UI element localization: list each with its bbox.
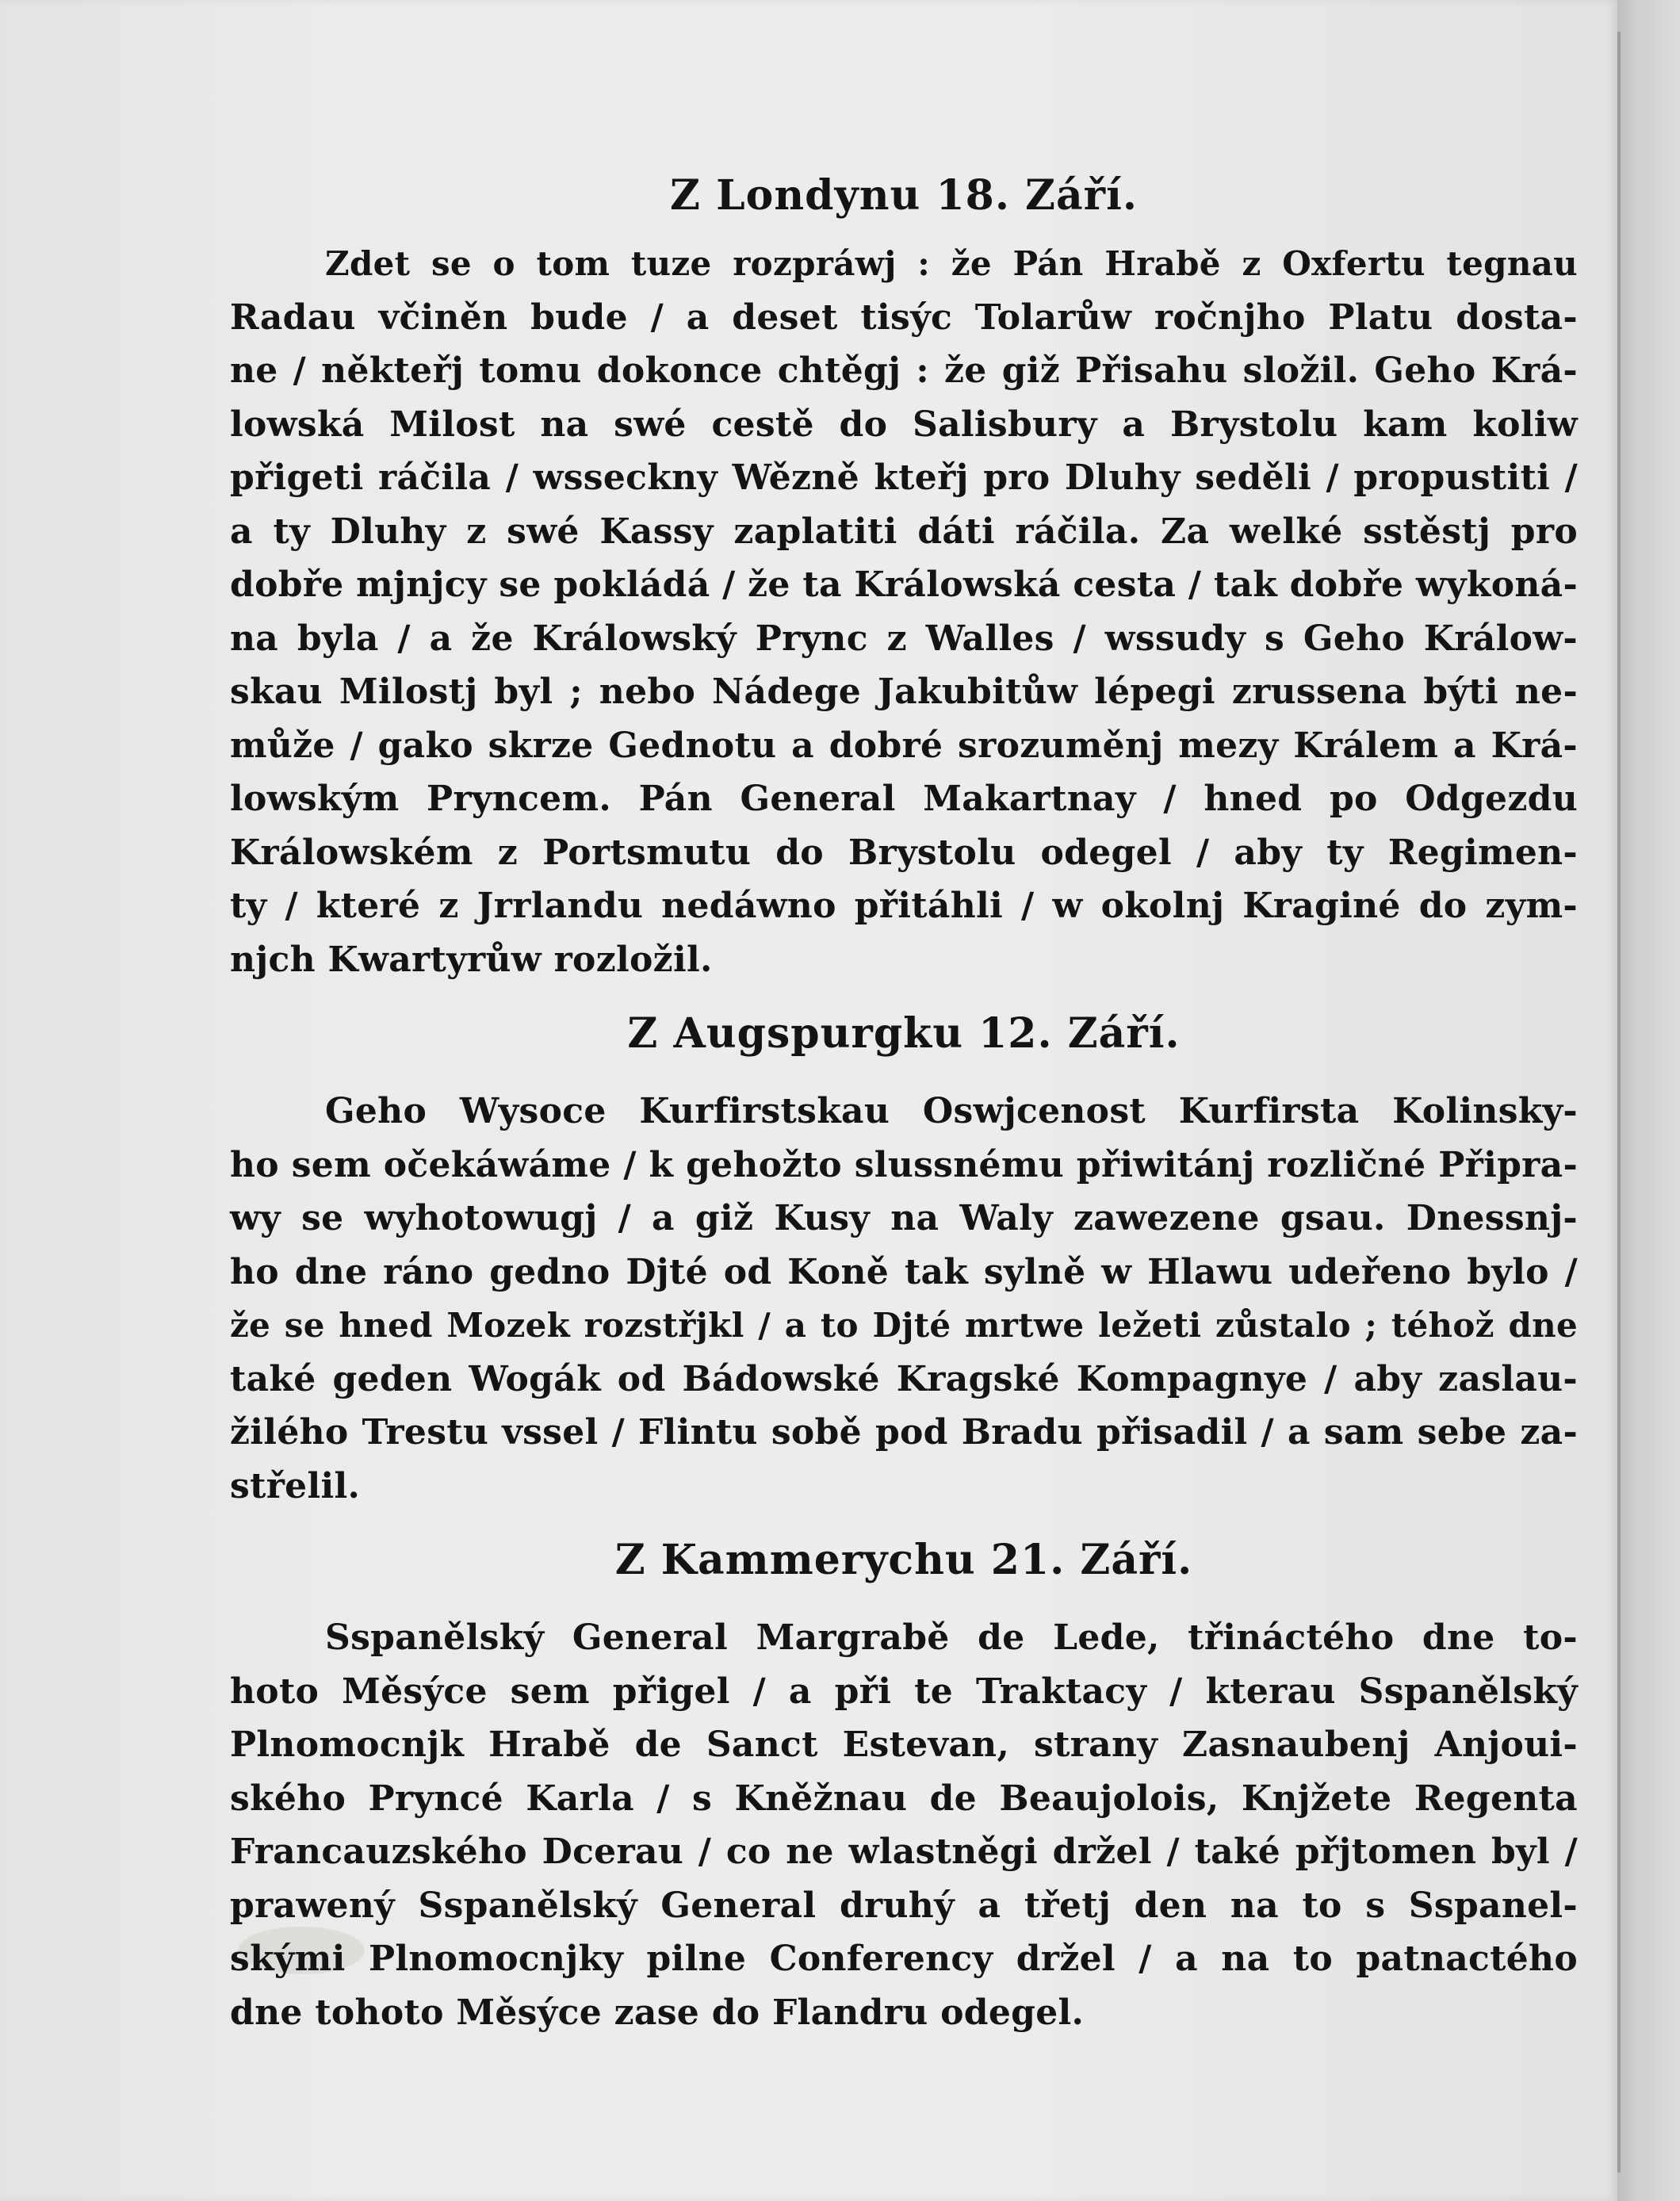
section-body-augsburg xyxy=(230,1085,1578,1513)
text-line: Sspanělský General Margrabě de Lede, třináctého dne to- xyxy=(325,1617,1578,1658)
text-line: a ty Dluhy z swé Kassy zaplatiti dáti ráčila. Za welké sstěstj pro xyxy=(230,511,1578,552)
book-binding-edge xyxy=(1617,0,1680,2201)
text-line: Plnomocnjk Hrabě de Sanct Estevan, strany Zasnaubenj Anjoui- xyxy=(230,1724,1578,1765)
text-line: žilého Trestu vssel / Flintu sobě pod Bradu přisadil / a sam sebe za- xyxy=(230,1412,1578,1453)
section-heading-london: Z Londynu 18. Září. xyxy=(670,171,1138,220)
section-heading-augsburg: Z Augspurgku 12. Září. xyxy=(627,1009,1181,1058)
page-edge-shadow xyxy=(1617,32,1621,2172)
text-line: Zdet se o tom tuze rozpráwj : že Pán Hrabě z Oxfertu tegnau xyxy=(325,244,1578,283)
text-line: dobře mjnjcy se pokládá / že ta Králowská cesta / tak dobře wykoná- xyxy=(230,565,1578,605)
text-line: ho dne ráno gedno Djté od Koně tak sylně w Hlawu udeřeno bylo / xyxy=(230,1251,1578,1292)
text-line: prawený Sspanělský General druhý a třetj den na to s Sspanel- xyxy=(230,1885,1578,1926)
text-line: skými Plnomocnjky pilne Conferency držel / a na to patnactého xyxy=(230,1939,1578,1979)
newspaper-text xyxy=(230,163,1578,2039)
text-line: Králowském z Portsmutu do Brystolu odegel / aby ty Regimen- xyxy=(230,832,1578,873)
text-line: wy se wyhotowugj / a giž Kusy na Waly zawezene gsau. Dnessnj- xyxy=(230,1198,1578,1238)
section-heading-cambrai: Z Kammerychu 21. Září. xyxy=(614,1536,1193,1584)
text-line: lowská Milost na swé cestě do Salisbury a Brystolu kam koliw xyxy=(230,404,1578,445)
text-line: střelil. xyxy=(230,1465,361,1506)
text-line: njch Kwartyrůw rozložil. xyxy=(230,939,713,980)
text-line: ty / které z Jrrlandu nedáwno přitáhli / w okolnj Kraginé do zym- xyxy=(230,886,1578,926)
text-line: Francauzského Dcerau / co ne wlastněgi držel / také přjtomen byl / xyxy=(230,1832,1578,1872)
text-line: na byla / a že Králowský Prync z Walles / wssudy s Geho Králow- xyxy=(230,618,1578,659)
text-line: ho sem očekáwáme / k gehožto slussnému přiwitánj rozličné Připra- xyxy=(230,1144,1578,1185)
section-body-cambrai xyxy=(230,1611,1578,2039)
text-line: lowským Pryncem. Pán General Makartnay / hned po Odgezdu xyxy=(230,779,1578,819)
text-line: také geden Wogák od Bádowské Kragské Kompagnye / aby zaslau- xyxy=(230,1358,1578,1399)
text-line: Radau včiněn bude / a deset tisýc Tolarůw ročnjho Platu dosta- xyxy=(230,297,1578,338)
text-line: hoto Měsýce sem přigel / a při te Traktacy / kterau Sspanělský xyxy=(230,1671,1578,1712)
text-line: dne tohoto Měsýce zase do Flandru odegel. xyxy=(230,1992,1085,2033)
text-line: že se hned Mozek rozstřjkl / a to Djté mrtwe ležeti zůstalo ; téhož dne xyxy=(230,1306,1578,1345)
text-line: přigeti ráčila / wsseckny Wězně kteřj pro Dluhy seděli / propustiti / xyxy=(230,457,1578,498)
section-body-london xyxy=(230,237,1578,986)
text-line: ského Pryncé Karla / s Kněžnau de Beaujolois, Knjžete Regenta xyxy=(230,1778,1578,1819)
text-line: ne / někteřj tomu dokonce chtěgj : že giž Přisahu složil. Geho Krá- xyxy=(230,350,1578,391)
text-line: Geho Wysoce Kurfirstskau Oswjcenost Kurfirsta Kolinsky- xyxy=(325,1091,1578,1131)
text-line: může / gako skrze Gednotu a dobré srozuměnj mezy Králem a Krá- xyxy=(230,725,1578,766)
text-line: skau Milostj byl ; nebo Nádege Jakubitůw lépegi zrussena býti ne- xyxy=(230,672,1578,712)
